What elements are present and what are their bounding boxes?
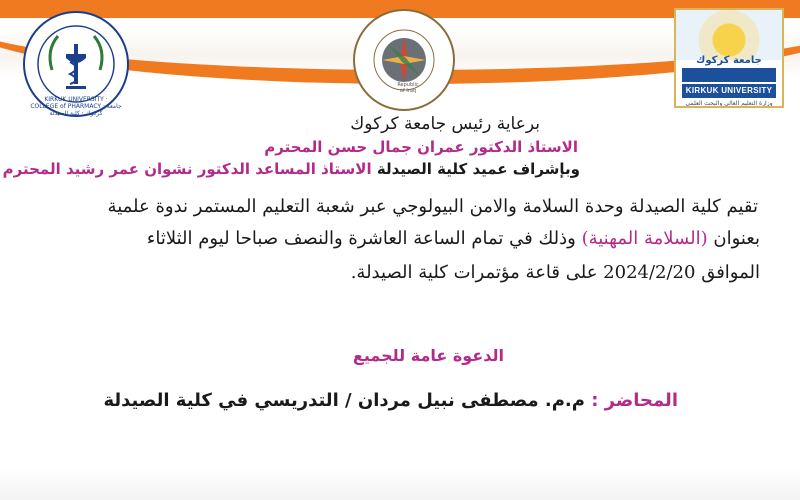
patronage-line: برعاية رئيس جامعة كركوك <box>350 114 540 134</box>
body-paragraph-2 <box>147 228 760 249</box>
right-logo-sub: وزارة التعليم العالي والبحث العلمي <box>685 100 773 107</box>
university-dome-emblem <box>676 10 782 60</box>
footer-band <box>0 468 800 500</box>
body-paragraph-1: تقيم كلية الصيدلة وحدة السلامة والامن البيولوجي عبر شعبة التعليم المستمر ندوة علمية <box>107 196 758 217</box>
dean-name: الاستاذ المساعد الدكتور نشوان عمر رشيد المحترم <box>2 160 372 178</box>
invitation-text: الدعوة عامة للجميع <box>352 346 504 365</box>
lecturer-label: المحاضر : <box>591 390 678 411</box>
body-paragraph-3: الموافق 2024/2/20 على قاعة مؤتمرات كلية الصيدلة. <box>350 262 760 283</box>
right-logo-arabic: جامعة كركوك <box>696 55 762 66</box>
president-name: الاستاذ الدكتور عمران جمال حسن المحترم <box>264 138 578 156</box>
seminar-title: (السلامة المهنية) <box>581 228 708 249</box>
title-prefix: بعنوان <box>713 228 760 249</box>
kirkuk-university-logo <box>674 8 784 108</box>
supervision-line <box>3 160 580 178</box>
ministry-logo <box>352 8 456 112</box>
left-logo-caption: KIRKUK UNIVERSITY · COLLEGE of PHARMACY · جامعة كركوك · كلية الصيدلة <box>30 96 122 117</box>
supervision-prefix: وبإشراف عميد كلية الصيدلة <box>376 160 580 178</box>
center-logo-caption-en: Republic of Iraq <box>397 82 419 94</box>
right-logo-english: KIRKUK UNIVERSITY <box>682 84 776 98</box>
lecturer-line <box>103 390 678 411</box>
lecturer-name: م.م. مصطفى نبيل مردان / التدريسي في كلية الصيدلة <box>103 390 585 411</box>
time-text: وذلك في تمام الساعة العاشرة والنصف صباحا ليوم الثلاثاء <box>146 228 576 249</box>
right-logo-band <box>682 68 776 82</box>
